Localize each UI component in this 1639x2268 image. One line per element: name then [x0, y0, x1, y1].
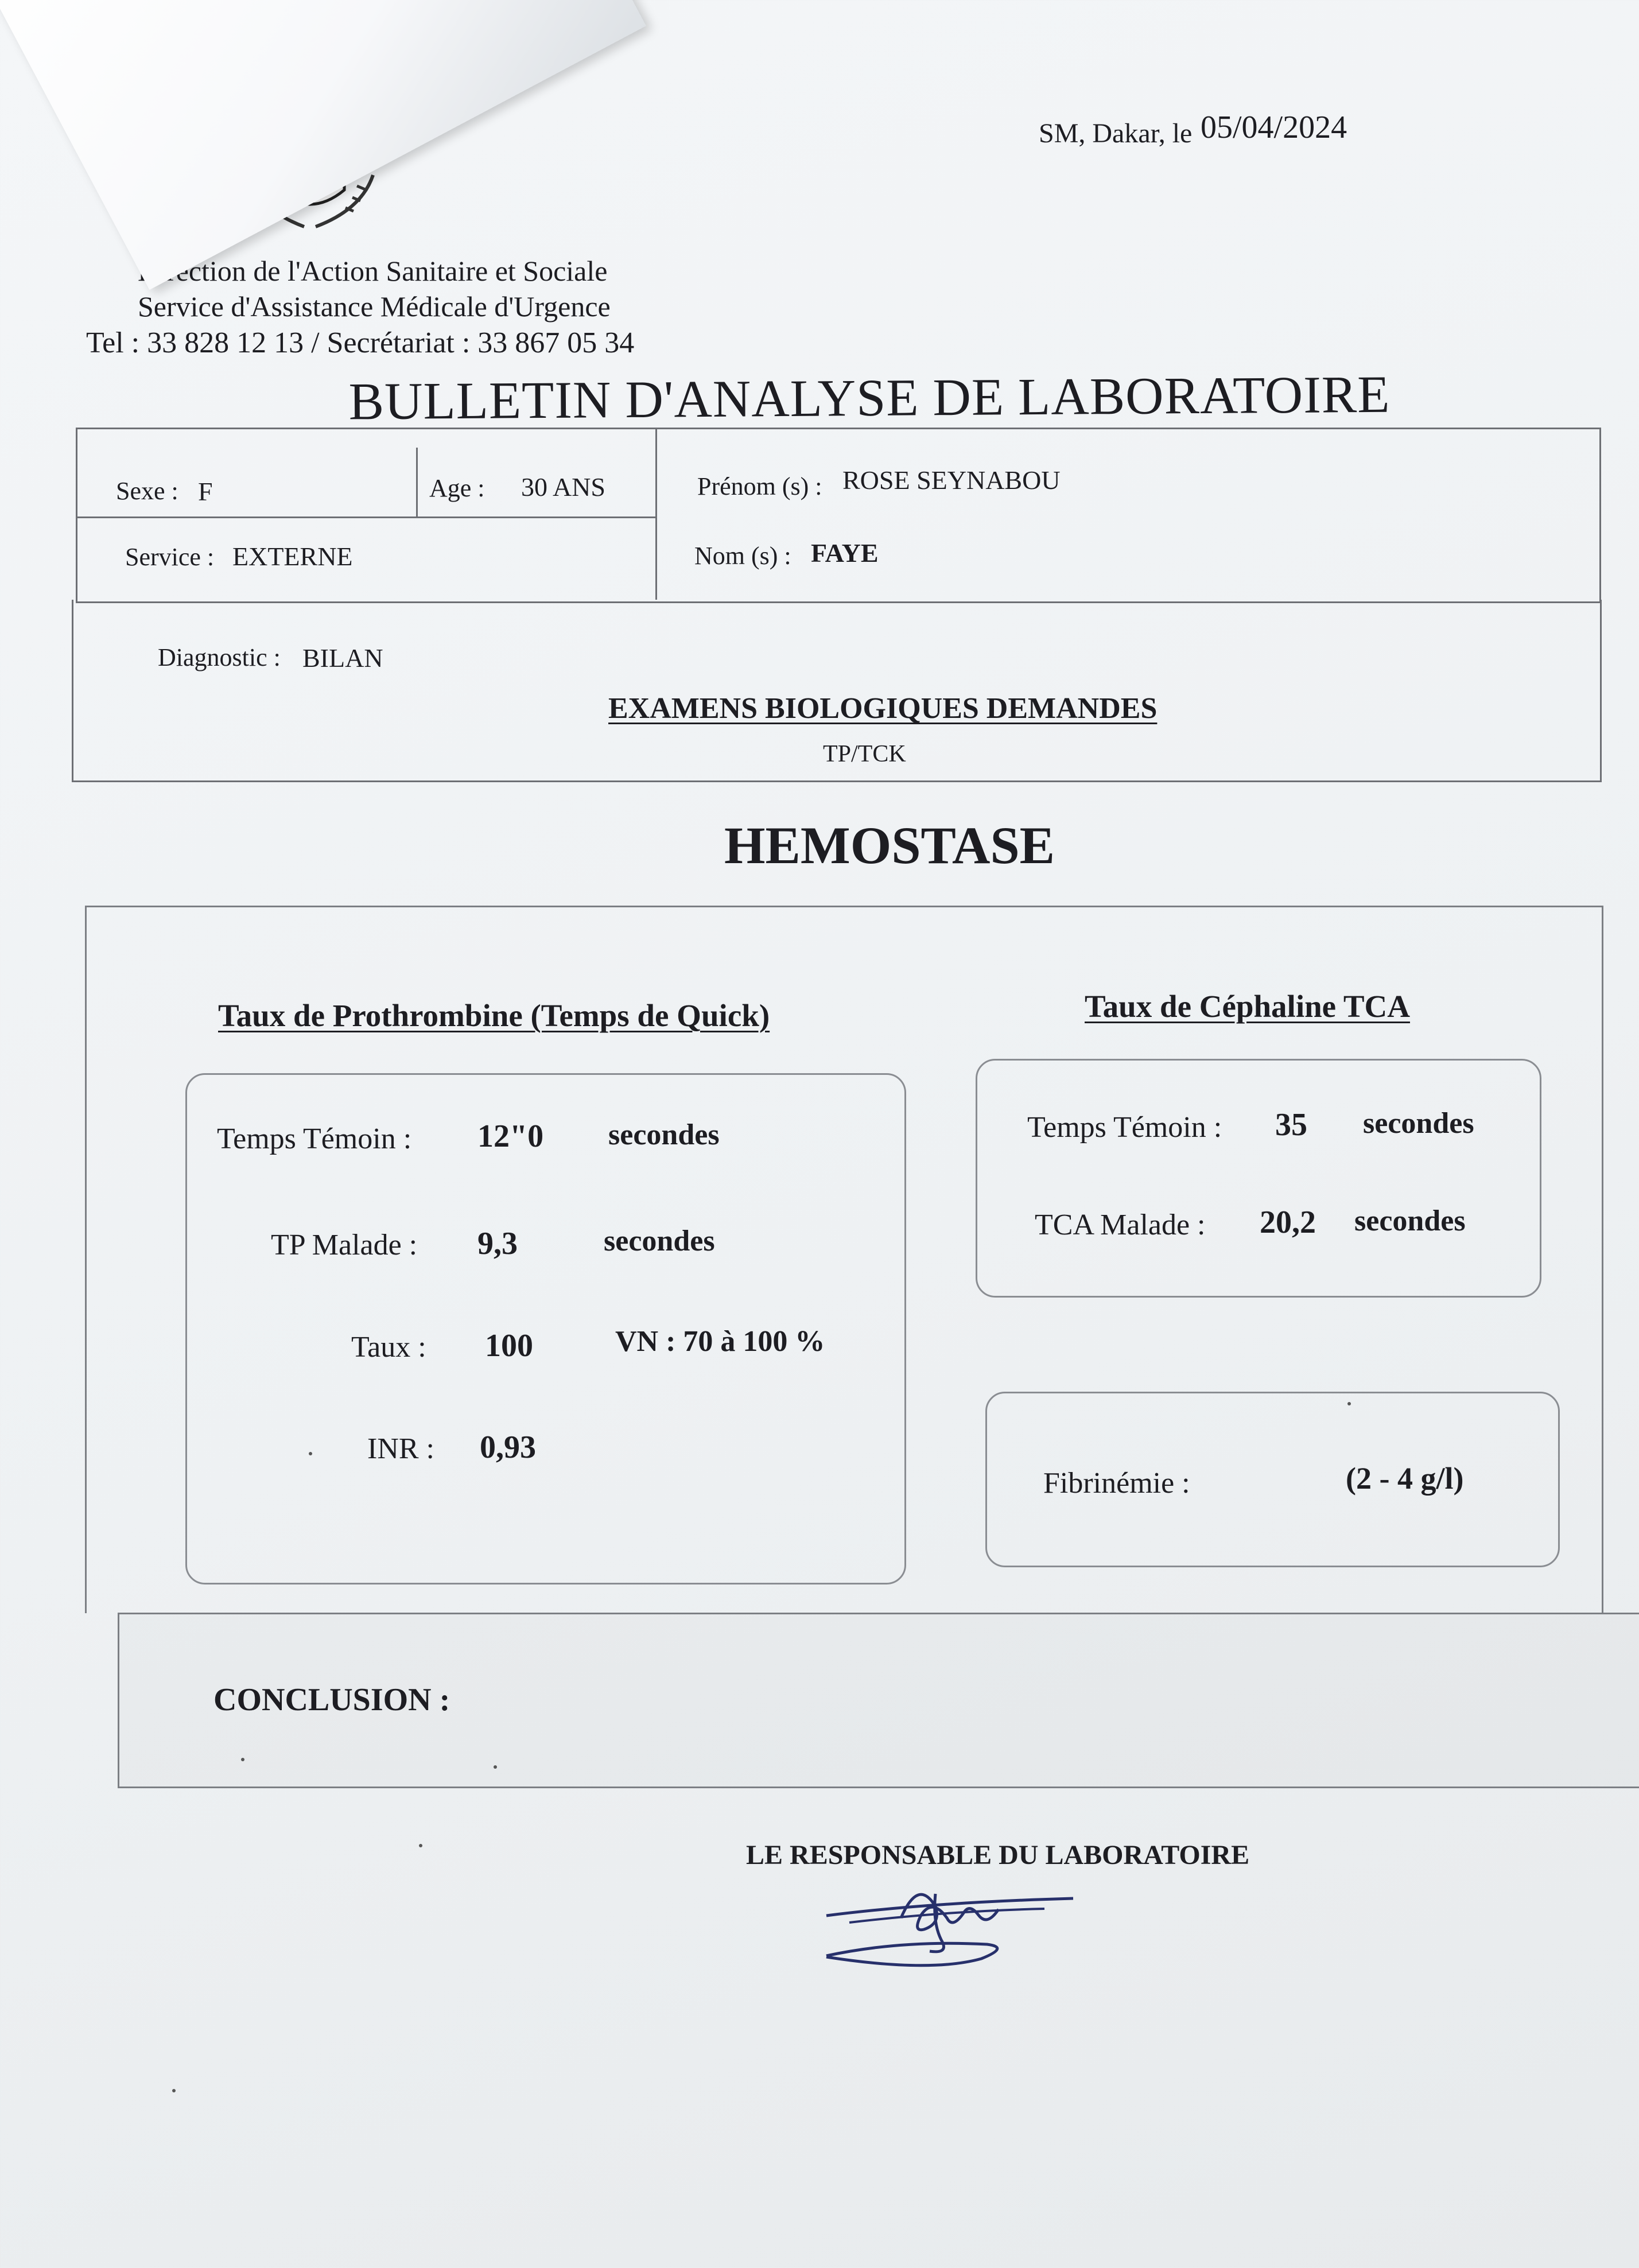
examens-title: EXAMENS BIOLOGIQUES DEMANDES — [608, 692, 1158, 725]
taux-label: Taux : — [351, 1331, 426, 1364]
inr-value: 0,93 — [480, 1430, 536, 1465]
taux-value: 100 — [485, 1328, 533, 1364]
sexe-label: Sexe : — [116, 477, 178, 505]
conclusion-label: CONCLUSION : — [213, 1682, 450, 1718]
tca-temoin-label: Temps Témoin : — [1027, 1111, 1222, 1144]
responsable-label: LE RESPONSABLE DU LABORATOIRE — [746, 1840, 1250, 1870]
prothrombine-title: Taux de Prothrombine (Temps de Quick) — [218, 998, 770, 1033]
diagnostic-label: Diagnostic : — [158, 643, 281, 671]
prenom-label: Prénom (s) : — [697, 472, 822, 500]
page-title: BULLETIN D'ANALYSE DE LABORATOIRE — [348, 364, 1391, 431]
pt-temoin-unit: secondes — [608, 1119, 720, 1151]
pt-temoin-value: 12"0 — [477, 1119, 544, 1154]
sexe-value: F — [198, 477, 213, 506]
speck — [241, 1758, 244, 1761]
service-label: Service : — [125, 543, 215, 571]
tca-temoin-unit: secondes — [1363, 1107, 1474, 1140]
patient-info-box — [76, 428, 1601, 603]
age-label: Age : — [429, 474, 485, 502]
nom-value: FAYE — [811, 538, 879, 568]
prenom-value: ROSE SEYNABOU — [842, 465, 1061, 495]
patient-grid-divider — [416, 448, 418, 518]
tca-temoin-value: 35 — [1275, 1107, 1307, 1143]
tca-malade-value: 20,2 — [1260, 1205, 1316, 1240]
patient-grid-divider — [76, 516, 655, 518]
age-value: 30 ANS — [521, 472, 605, 502]
folded-paper-corner — [0, 0, 646, 290]
cephaline-title: Taux de Céphaline TCA — [1085, 989, 1410, 1024]
fibrinemie-label: Fibrinémie : — [1043, 1467, 1190, 1500]
pt-malade-value: 9,3 — [477, 1226, 518, 1261]
date-label: SM, Dakar, le — [1039, 118, 1193, 149]
pt-temoin-label: Temps Témoin : — [217, 1123, 412, 1155]
fibrinemie-range: (2 - 4 g/l) — [1346, 1461, 1464, 1496]
header-phones: Tel : 33 828 12 13 / Secrétariat : 33 867 05 34 — [86, 327, 635, 359]
taux-normal-range: VN : 70 à 100 % — [615, 1325, 825, 1358]
date-value: 05/04/2024 — [1201, 110, 1347, 145]
speck — [309, 1452, 312, 1455]
speck — [419, 1844, 422, 1847]
signature-icon — [815, 1871, 1079, 1974]
speck — [1347, 1402, 1351, 1405]
pt-malade-unit: secondes — [604, 1225, 715, 1257]
tca-malade-label: TCA Malade : — [1035, 1209, 1206, 1241]
header-service: Service d'Assistance Médicale d'Urgence — [138, 290, 611, 323]
patient-grid-divider — [655, 428, 657, 600]
section-title: HEMOSTASE — [724, 816, 1055, 875]
examens-value: TP/TCK — [823, 741, 906, 767]
header-direction: Direction de l'Action Sanitaire et Sociale — [138, 255, 608, 287]
speck — [172, 2089, 176, 2092]
pt-malade-label: TP Malade : — [271, 1229, 418, 1261]
speck — [494, 1765, 497, 1769]
nom-label: Nom (s) : — [694, 542, 791, 570]
inr-label: INR : — [367, 1432, 434, 1465]
service-value: EXTERNE — [232, 542, 353, 571]
diagnostic-value: BILAN — [302, 643, 383, 673]
tca-malade-unit: secondes — [1354, 1205, 1466, 1237]
cephaline-box — [976, 1059, 1541, 1298]
